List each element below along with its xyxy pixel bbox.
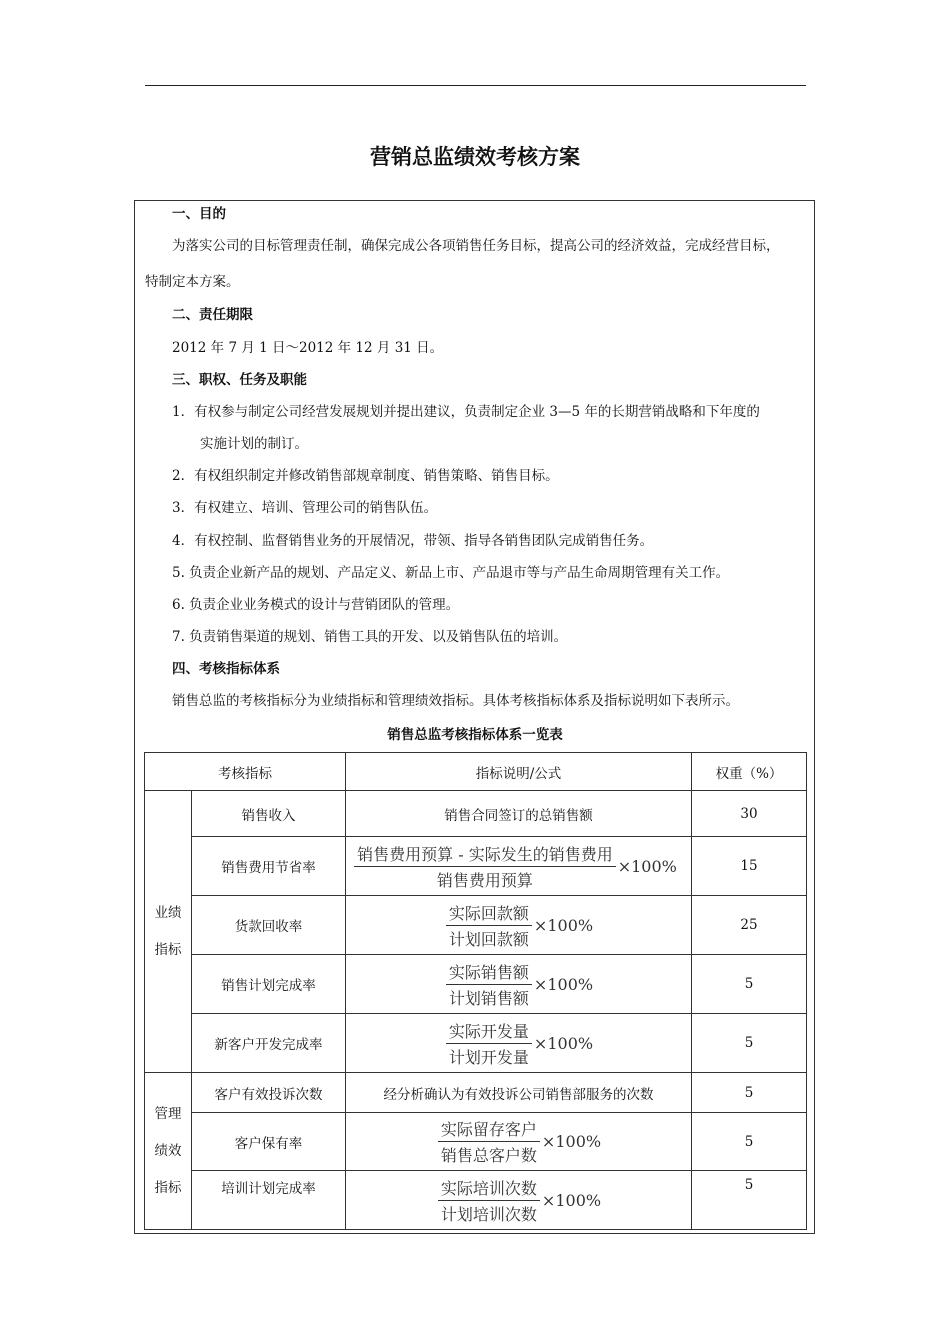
table-caption: 销售总监考核指标体系一览表 bbox=[387, 727, 563, 743]
header-description: 指标说明/公式 bbox=[346, 753, 692, 791]
formula-multiplier: ×100% bbox=[533, 915, 594, 935]
row-formula bbox=[346, 1113, 692, 1171]
formula-numerator: 实际留存客户 bbox=[438, 1117, 540, 1142]
group-management-line-2: 绩效 bbox=[154, 1142, 182, 1159]
row-desc: 经分析确认为有效投诉公司销售部服务的次数 bbox=[346, 1073, 692, 1113]
section-4-heading: 四、考核指标体系 bbox=[172, 661, 280, 677]
row-name: 销售费用节省率 bbox=[192, 837, 346, 896]
section-2-heading: 二、责任期限 bbox=[172, 307, 253, 323]
formula-denominator: 计划销售额 bbox=[448, 988, 529, 1008]
section-3-item-2: 2．有权组织制定并修改销售部规章制度、销售策略、销售目标。 bbox=[172, 468, 559, 484]
section-3-heading: 三、职权、任务及职能 bbox=[172, 372, 307, 388]
section-3-item-1: 1．有权参与制定公司经营发展规划并提出建议，负责制定企业 3—5 年的长期营销战略和下年度的 bbox=[172, 404, 760, 420]
table-row bbox=[145, 1014, 807, 1073]
row-formula bbox=[346, 896, 692, 955]
header-indicator: 考核指标 bbox=[145, 753, 346, 791]
row-weight: 5 bbox=[692, 1073, 807, 1113]
header-weight: 权重（%） bbox=[692, 753, 807, 791]
formula bbox=[436, 1176, 601, 1225]
formula-denominator: 销售费用预算 bbox=[436, 870, 533, 890]
formula-multiplier: ×100% bbox=[541, 1190, 602, 1210]
section-1-heading: 一、目的 bbox=[172, 206, 226, 222]
table-header-row bbox=[145, 753, 807, 791]
section-3-item-7: 7. 负责销售渠道的规划、销售工具的开发、以及销售队伍的培训。 bbox=[172, 629, 568, 645]
row-name: 培训计划完成率 bbox=[192, 1171, 346, 1230]
formula-denominator: 销售总客户数 bbox=[440, 1146, 537, 1165]
row-weight: 5 bbox=[692, 955, 807, 1014]
table-row bbox=[145, 896, 807, 955]
formula-multiplier: ×100% bbox=[617, 856, 677, 876]
formula-denominator: 计划回款额 bbox=[448, 929, 529, 949]
row-desc: 销售合同签订的总销售额 bbox=[346, 791, 692, 837]
table-row bbox=[145, 1113, 807, 1171]
document-title: 营销总监绩效考核方案 bbox=[370, 144, 580, 169]
indicator-table bbox=[144, 752, 807, 1230]
row-weight: 5 bbox=[692, 1113, 807, 1171]
row-weight: 25 bbox=[692, 896, 807, 955]
group-performance-line-1: 业绩 bbox=[154, 904, 182, 921]
formula-numerator: 实际销售额 bbox=[446, 960, 532, 985]
row-formula bbox=[346, 1171, 692, 1230]
formula-denominator: 计划培训次数 bbox=[440, 1204, 537, 1224]
formula bbox=[444, 901, 593, 950]
row-weight: 15 bbox=[692, 837, 807, 896]
formula bbox=[444, 960, 593, 1009]
group-performance bbox=[145, 791, 192, 1073]
section-3-item-5: 5. 负责企业新产品的规划、产品定义、新品上市、产品退市等与产品生命周期管理有关工作。 bbox=[172, 565, 730, 581]
formula-multiplier: ×100% bbox=[533, 974, 594, 994]
row-name: 新客户开发完成率 bbox=[192, 1014, 346, 1073]
row-formula bbox=[346, 955, 692, 1014]
row-formula bbox=[346, 837, 692, 896]
section-3-item-1-cont: 实施计划的制订。 bbox=[200, 436, 308, 452]
section-3-item-6: 6. 负责企业业务模式的设计与营销团队的管理。 bbox=[172, 597, 460, 613]
formula-denominator: 计划开发量 bbox=[448, 1047, 529, 1067]
formula-numerator: 实际培训次数 bbox=[438, 1176, 540, 1201]
row-name: 客户有效投诉次数 bbox=[192, 1073, 346, 1113]
formula bbox=[352, 842, 677, 891]
row-name: 销售计划完成率 bbox=[192, 955, 346, 1014]
row-weight: 5 bbox=[692, 1171, 807, 1230]
section-1-line-2: 特制定本方案。 bbox=[145, 274, 240, 290]
formula-multiplier: ×100% bbox=[533, 1033, 594, 1053]
row-name: 客户保有率 bbox=[192, 1113, 346, 1171]
row-weight: 5 bbox=[692, 1014, 807, 1073]
header-rule bbox=[145, 85, 806, 86]
formula bbox=[444, 1019, 593, 1068]
section-2-text: 2012 年 7 月 1 日～2012 年 12 月 31 日。 bbox=[172, 340, 444, 356]
section-3-item-3: 3．有权建立、培训、管理公司的销售队伍。 bbox=[172, 500, 438, 516]
section-3-item-4: 4．有权控制、监督销售业务的开展情况，带领、指导各销售团队完成销售任务。 bbox=[172, 533, 654, 549]
formula-multiplier: ×100% bbox=[541, 1132, 602, 1151]
table-row bbox=[145, 837, 807, 896]
formula-numerator: 实际开发量 bbox=[446, 1019, 532, 1044]
group-management bbox=[145, 1073, 192, 1230]
formula-numerator: 实际回款额 bbox=[446, 901, 532, 926]
group-management-line-3: 指标 bbox=[154, 1179, 182, 1196]
formula-numerator: 销售费用预算 - 实际发生的销售费用 bbox=[354, 842, 616, 867]
row-formula bbox=[346, 1014, 692, 1073]
formula bbox=[436, 1117, 601, 1166]
section-1-line-1: 为落实公司的目标管理责任制，确保完成公各项销售任务目标，提高公司的经济效益，完成经营目标， bbox=[172, 238, 780, 254]
table-row bbox=[145, 1171, 807, 1230]
group-performance-line-2: 指标 bbox=[154, 941, 182, 958]
section-4-text: 销售总监的考核指标分为业绩指标和管理绩效指标。具体考核指标体系及指标说明如下表所示。 bbox=[172, 693, 739, 709]
table-row bbox=[145, 1073, 807, 1113]
table-row bbox=[145, 791, 807, 837]
row-weight: 30 bbox=[692, 791, 807, 837]
row-name: 销售收入 bbox=[192, 791, 346, 837]
row-name: 货款回收率 bbox=[192, 896, 346, 955]
table-row bbox=[145, 955, 807, 1014]
group-management-line-1: 管理 bbox=[154, 1105, 182, 1122]
